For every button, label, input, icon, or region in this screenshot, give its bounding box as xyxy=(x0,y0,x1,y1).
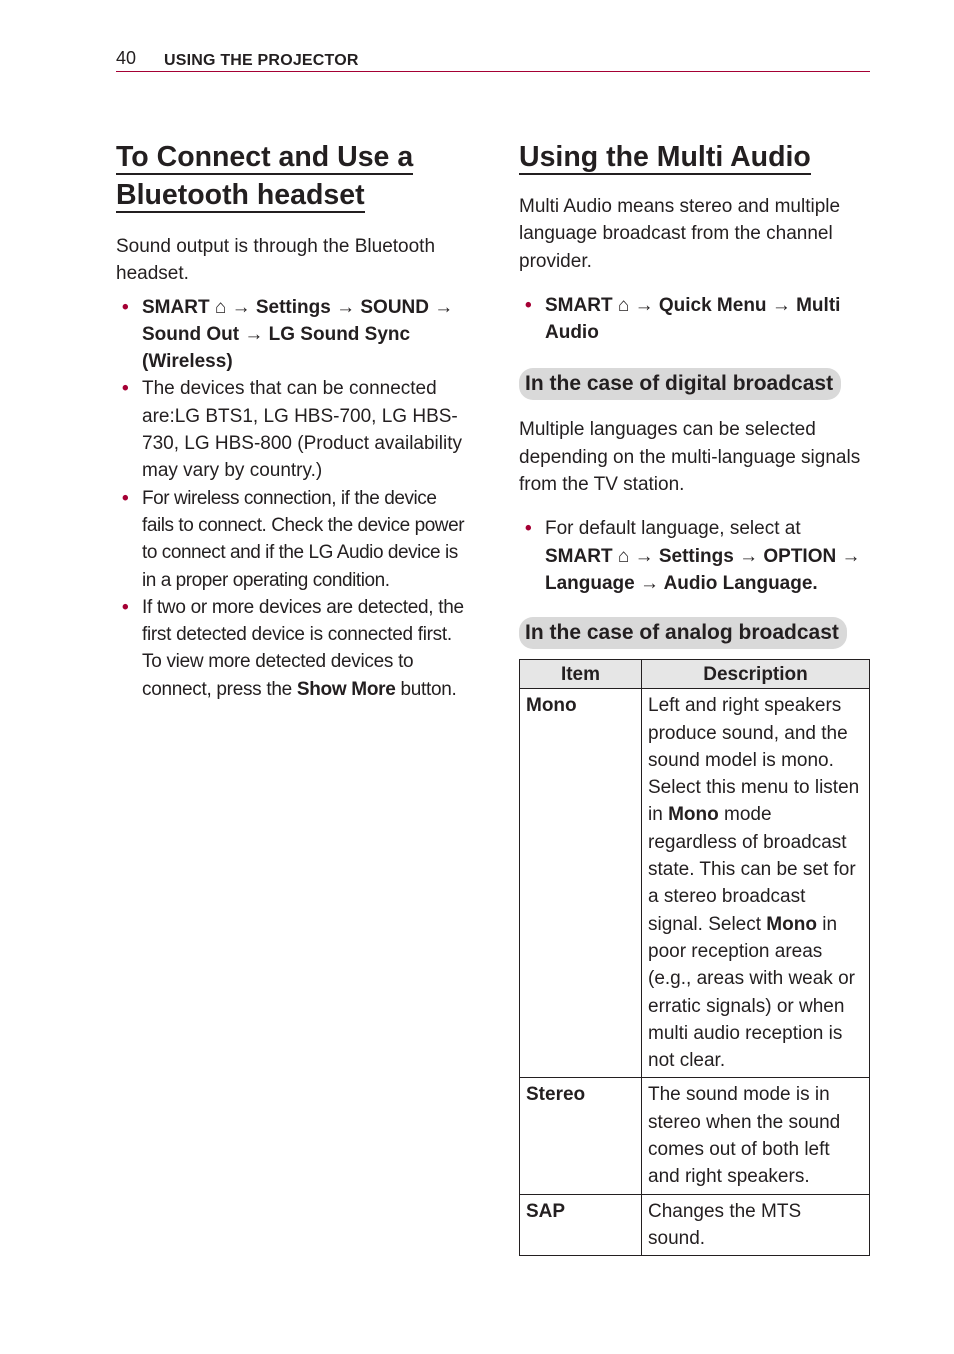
row-desc-mono xyxy=(642,689,870,1078)
bluetooth-menu-path: SMART ⌂ → Settings → SOUND → Sound Out → LG Sound Sync (Wireless) xyxy=(142,296,454,373)
bluetooth-title-line2: Bluetooth headset xyxy=(116,179,365,211)
bluetooth-multiple-note-end: button. xyxy=(395,678,457,700)
bluetooth-section xyxy=(116,141,471,703)
list-item xyxy=(519,292,871,347)
section-label: USING THE PROJECTOR xyxy=(164,52,359,69)
mono-desc-part: in poor reception areas (e.g., areas with weak or erratic signals) or when multi audio reception is not clear. xyxy=(648,913,855,1072)
page-header xyxy=(116,46,870,72)
bullet-dot-icon: • xyxy=(122,596,129,618)
list-item xyxy=(519,515,871,597)
bullet-dot-icon: • xyxy=(525,518,532,540)
bullet-dot-icon: • xyxy=(122,487,129,509)
multi-audio-title-text: Using the Multi Audio xyxy=(519,141,811,173)
bluetooth-wireless-note: For wireless connection, if the device fails to connect. Check the device power to connect and if the LG Audio device is in a proper operating condition. xyxy=(142,487,465,591)
table-row xyxy=(520,1078,870,1194)
bluetooth-multiple-note: If two or more devices are detected, the first detected device is connected first. To view more detected devices to connect, press the xyxy=(142,596,464,700)
multi-audio-menu-path: SMART ⌂ → Quick Menu → Multi Audio xyxy=(545,294,841,344)
bluetooth-title-line1: To Connect and Use a xyxy=(116,141,414,173)
multi-audio-intro: Multi Audio means stereo and multiple language broadcast from the channel provider. xyxy=(519,196,841,272)
column-header-item: Item xyxy=(520,660,642,689)
row-item-mono: Mono xyxy=(520,689,642,1078)
bullet-dot-icon: • xyxy=(122,378,129,400)
table-row xyxy=(520,1194,870,1256)
show-more-label: Show More xyxy=(296,678,396,700)
row-item-sap: SAP xyxy=(520,1194,642,1256)
bluetooth-intro: Sound output is through the Bluetooth headset. xyxy=(116,236,436,285)
page-number: 40 xyxy=(116,48,137,68)
mono-bold-term: Mono xyxy=(766,913,817,935)
list-item xyxy=(116,594,471,703)
mono-desc-part: mode regardless of broadcast state. This can be set for a stereo broadcast signal. Select xyxy=(648,804,856,935)
column-header-description: Description xyxy=(642,660,870,689)
mono-desc-part: Left and right speakers produce sound, and the sound model is mono. Select this menu to listen in xyxy=(648,695,860,826)
table-row xyxy=(520,689,870,1078)
bullet-dot-icon: • xyxy=(525,294,532,316)
digital-broadcast-heading: In the case of digital broadcast xyxy=(519,368,841,400)
digital-broadcast-text: Multiple languages can be selected depending on the multi-language signals from the TV station. xyxy=(519,419,861,496)
list-item xyxy=(116,375,471,484)
analog-broadcast-block xyxy=(519,617,871,1256)
default-language-intro: For default language, select at xyxy=(545,518,801,540)
list-item xyxy=(116,485,471,594)
digital-bullet-list xyxy=(519,515,871,597)
default-language-path: SMART ⌂ → Settings → OPTION → Language → Audio Language. xyxy=(545,545,861,594)
row-desc-sap: Changes the MTS sound. xyxy=(642,1194,870,1256)
multi-audio-bullet-list xyxy=(519,292,871,347)
bluetooth-title xyxy=(116,141,471,217)
digital-broadcast-block xyxy=(519,368,871,597)
bluetooth-devices-note: The devices that can be connected are:LG BTS1, LG HBS-700, LG HBS-730, LG HBS-800 (Product availability may vary by country.) xyxy=(142,378,462,482)
list-item xyxy=(116,294,471,376)
bullet-dot-icon: • xyxy=(122,296,129,318)
analog-broadcast-heading: In the case of analog broadcast xyxy=(519,617,847,649)
row-item-stereo: Stereo xyxy=(520,1078,642,1194)
table-header-row xyxy=(520,660,870,689)
bluetooth-bullet-list xyxy=(116,294,471,703)
row-desc-stereo: The sound mode is in stereo when the sound comes out of both left and right speakers. xyxy=(642,1078,870,1194)
multi-audio-title xyxy=(519,141,871,179)
multi-audio-section xyxy=(519,141,871,1256)
mono-bold-term: Mono xyxy=(668,804,719,826)
analog-audio-table xyxy=(519,659,870,1256)
